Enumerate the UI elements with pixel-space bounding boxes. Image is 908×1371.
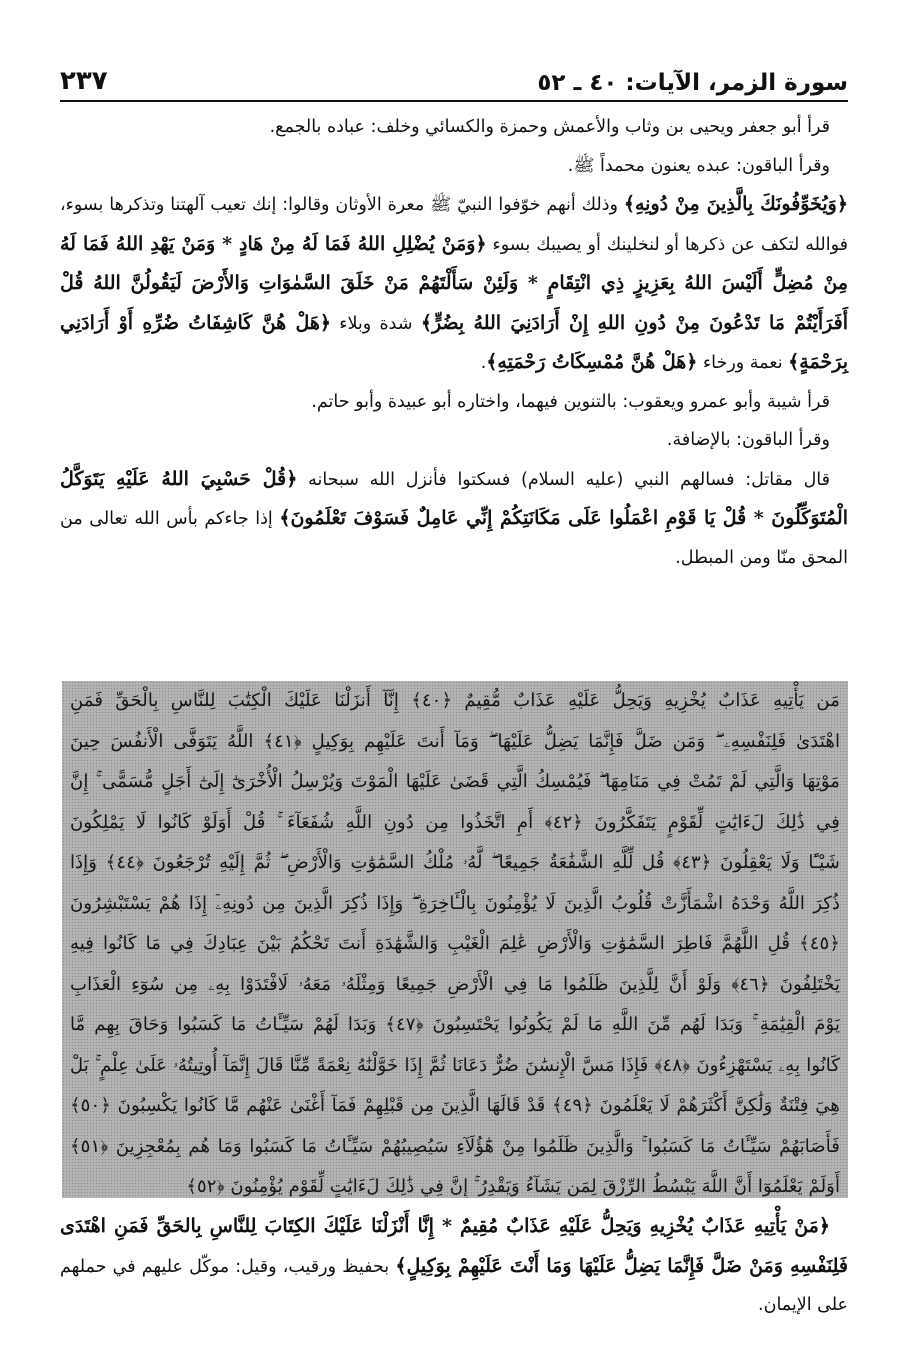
commentary-text: شدة وبلاء [331, 313, 421, 334]
paragraph [60, 460, 848, 578]
quran-line: شَيْـًٔا وَلَا يَعْقِلُونَ ﴿٤٣﴾ قُل لِّلَّهِ الشَّفَٰعَةُ جَمِيعًا ۖ لَّهُۥ مُلْكُ السَّمَٰوَٰتِ وَالْأَرْضِ ۖ ثُمَّ إِلَيْهِ تُرْجَعُونَ ﴿٤٤﴾ وَإِذَا [70, 852, 840, 873]
header-rule [60, 100, 848, 102]
surah-title: سورة الزمر، الآيات: ٤٠ ـ ٥٢ [537, 70, 848, 96]
quran-quote: ﴿وَمَنْ يُضْلِلِ اللهُ فَمَا لَهُ مِنْ هَادٍ * وَمَنْ يَهْدِ اللهُ فَمَا لَهُ مِنْ مُضِلٍّ أَلَيْسَ اللهُ بِعَزِيزٍ ذِي انْتِقَامٍ * وَلَئِنْ سَأَلْتَهُمْ مَنْ خَلَقَ السَّمٰوَاتِ وَالأَرْضَ لَيَقُولُنَّ اللهُ قُلْ أَفَرَأَيْتُمْ مَا تَدْعُونَ مِنْ دُونِ اللهِ إِنْ أَرَادَنِيَ اللهُ بِضُرٍّ﴾ [60, 232, 849, 334]
quran-line: فَأَصَابَهُمْ سَيِّـَٔاتُ مَا كَسَبُوا ۚ وَالَّذِينَ ظَلَمُوا مِنْ هَٰٓؤُلَآءِ سَيُصِيبُهُمْ سَيِّـَٔاتُ مَا كَسَبُوا وَمَا هُم بِمُعْجِزِينَ ﴿٥١﴾ [70, 1135, 840, 1157]
commentary-bottom [60, 1207, 848, 1325]
quran-quote: ﴿هَلْ هُنَّ مُمْسِكَاتُ رَحْمَتِهِ﴾ [486, 351, 698, 373]
running-header [60, 54, 848, 96]
quran-quote: ﴿هَلْ هُنَّ كَاشِفَاتُ ضُرِّهِ أَوْ أَرَادَنِي بِرَحْمَةٍ﴾ [60, 311, 848, 373]
quran-line: هِيَ فِتْنَةٌ وَلَٰكِنَّ أَكْثَرَهُمْ لَا يَعْلَمُونَ ﴿٤٩﴾ قَدْ قَالَهَا الَّذِينَ مِن قَبْلِهِمْ فَمَآ أَغْنَىٰ عَنْهُم مَّا كَانُوا يَكْسِبُونَ ﴿٥٠﴾ [70, 1095, 840, 1116]
quran-text-box [62, 681, 848, 1198]
quran-line: ذُكِرَ اللَّهُ وَحْدَهُ اشْمَأَزَّتْ قُلُوبُ الَّذِينَ لَا يُؤْمِنُونَ بِالْـَٔاخِرَةِ ۖ وَإِذَا ذُكِرَ الَّذِينَ مِن دُونِهِۦٓ إِذَا هُمْ يَسْتَبْشِرُونَ [70, 892, 840, 914]
paragraph [60, 1207, 848, 1325]
commentary-text: قال مقاتل: فسالهم النبي (عليه السلام) فسكتوا فأنزل الله سبحانه [297, 469, 830, 490]
commentary-text: نعمة ورخاء [697, 353, 789, 373]
quran-line: يَوْمَ الْقِيَٰمَةِ ۚ وَبَدَا لَهُم مِّنَ اللَّهِ مَا لَمْ يَكُونُوا يَحْتَسِبُونَ ﴿٤٧﴾ وَبَدَا لَهُمْ سَيِّـَٔاتُ مَا كَسَبُوا وَحَاقَ بِهِم مَّا [70, 1014, 840, 1035]
quran-line: ﴿٤٥﴾ قُلِ اللَّهُمَّ فَاطِرَ السَّمَٰوَٰتِ وَالْأَرْضِ عَٰلِمَ الْغَيْبِ وَالشَّهَٰدَةِ أَنتَ تَحْكُمُ بَيْنَ عِبَادِكَ فِي مَا كَانُوا فِيهِ [70, 933, 840, 954]
quran-quote: ﴿وَيُخَوِّفُونَكَ بِالَّذِينَ مِنْ دُونِهِ﴾ [623, 193, 848, 215]
quran-quote: ﴿قُلْ حَسْبِيَ اللهُ عَلَيْهِ يَتَوَكَّلُ الْمُتَوَكِّلُونَ * قُلْ يَا قَوْمِ اعْمَلُوا عَلَى مَكَانَتِكُمْ إِنِّي عَامِلٌ فَسَوْفَ تَعْلَمُونَ﴾ [60, 467, 848, 529]
paragraph [60, 147, 848, 186]
paragraph [60, 421, 848, 460]
quran-line: مَوْتِهَا وَالَّتِي لَمْ تَمُتْ فِي مَنَامِهَا ۖ فَيُمْسِكُ الَّتِي قَضَىٰ عَلَيْهَا الْمَوْتَ وَيُرْسِلُ الْأُخْرَىٰٓ إِلَىٰٓ أَجَلٍ مُّسَمًّى ۚ إِنَّ [70, 771, 840, 792]
commentary-top [60, 108, 848, 577]
commentary-text: وذلك أنهم خوّفوا النبيّ ﷺ معرة الأوثان وقالوا: إنك تعيب آلهتنا وتذكرها بسوء، فوالله لتكف عن ذكرها أو لنخلينك أو يصيبك بسوء [60, 195, 848, 255]
quran-line: أَوَلَمْ يَعْلَمُوٓا أَنَّ اللَّهَ يَبْسُطُ الرِّزْقَ لِمَن يَشَآءُ وَيَقْدِرُ ۚ إِنَّ فِي ذَٰلِكَ لَءَايَٰتٍ لِّقَوْمٍ يُؤْمِنُونَ ﴿٥٢﴾ [186, 1176, 840, 1197]
quran-line: اهْتَدَىٰ فَلِنَفْسِهِۦ ۖ وَمَن ضَلَّ فَإِنَّمَا يَضِلُّ عَلَيْهَا ۖ وَمَآ أَنتَ عَلَيْهِم بِوَكِيلٍ ﴿٤١﴾ اللَّهُ يَتَوَفَّى الْأَنفُسَ حِينَ [70, 730, 840, 752]
quran-line: مَن يَأْتِيهِ عَذَابٌ يُخْزِيهِ وَيَحِلُّ عَلَيْهِ عَذَابٌ مُّقِيمٌ ﴿٤٠﴾ إِنَّآ أَنزَلْنَا عَلَيْكَ الْكِتَٰبَ لِلنَّاسِ بِالْحَقِّ فَمَنِ [70, 690, 840, 711]
page-number: ٢٣٧ [60, 66, 108, 96]
paragraph [60, 383, 848, 422]
quran-quote: ﴿مَنْ يَأْتِيهِ عَذَابٌ يُخْزِيهِ وَيَحِلُّ عَلَيْهِ عَذَابٌ مُقِيمٌ * إِنَّا أَنْزَلْنَا عَلَيْكَ الكِتَابَ لِلنَّاسِ بِالحَقِّ فَمَنِ اهْتَدَى فَلِنَفْسِهِ وَمَنْ ضَلَّ فَإِنَّمَا يَضِلُّ عَلَيْهَا وَمَا أَنْتَ عَلَيْهِمْ بِوَكِيلٍ﴾ [60, 1215, 848, 1277]
paragraph [60, 185, 848, 383]
commentary-text: إذا جاءكم بأس الله تعالى من المحق منّا ومن المبطل. [60, 509, 848, 568]
paragraph [60, 108, 848, 147]
quran-line: فِي ذَٰلِكَ لَءَايَٰتٍ لِّقَوْمٍ يَتَفَكَّرُونَ ﴿٤٢﴾ أَمِ اتَّخَذُوا مِن دُونِ اللَّهِ شُفَعَآءَ ۚ قُلْ أَوَلَوْ كَانُوا لَا يَمْلِكُونَ [70, 811, 841, 833]
commentary-text: قرأ شيبة وأبو عمرو ويعقوب: بالتنوين فيهما، واختاره أبو عبيدة وأبو حاتم. [311, 391, 830, 412]
commentary-text: قرأ أبو جعفر ويحيى بن وثاب والأعمش وحمزة والكسائي وخلف: عباده بالجمع. [269, 117, 830, 137]
commentary-text: بحفيظ ورقيب، وقيل: موكّل عليهم في حملهم على الإيمان. [60, 1256, 848, 1315]
commentary-text: وقرأ الباقون: بالإضافة. [666, 430, 830, 450]
commentary-text: . [480, 353, 487, 373]
quran-line: يَخْتَلِفُونَ ﴿٤٦﴾ وَلَوْ أَنَّ لِلَّذِينَ ظَلَمُوا مَا فِي الْأَرْضِ جَمِيعًا وَمِثْلَهُۥ مَعَهُۥ لَافْتَدَوْا بِهِۦ مِن سُوٓءِ الْعَذَابِ [70, 973, 841, 995]
commentary-text: وقرأ الباقون: عبده يعنون محمداً ﷺ. [567, 155, 830, 176]
quran-line: كَانُوا بِهِۦ يَسْتَهْزِءُونَ ﴿٤٨﴾ فَإِذَا مَسَّ الْإِنسَٰنَ ضُرٌّ دَعَانَا ثُمَّ إِذَا خَوَّلْنَٰهُ نِعْمَةً مِّنَّا قَالَ إِنَّمَآ أُوتِيتُهُۥ عَلَىٰ عِلْمٍ ۚ بَلْ [70, 1054, 840, 1076]
